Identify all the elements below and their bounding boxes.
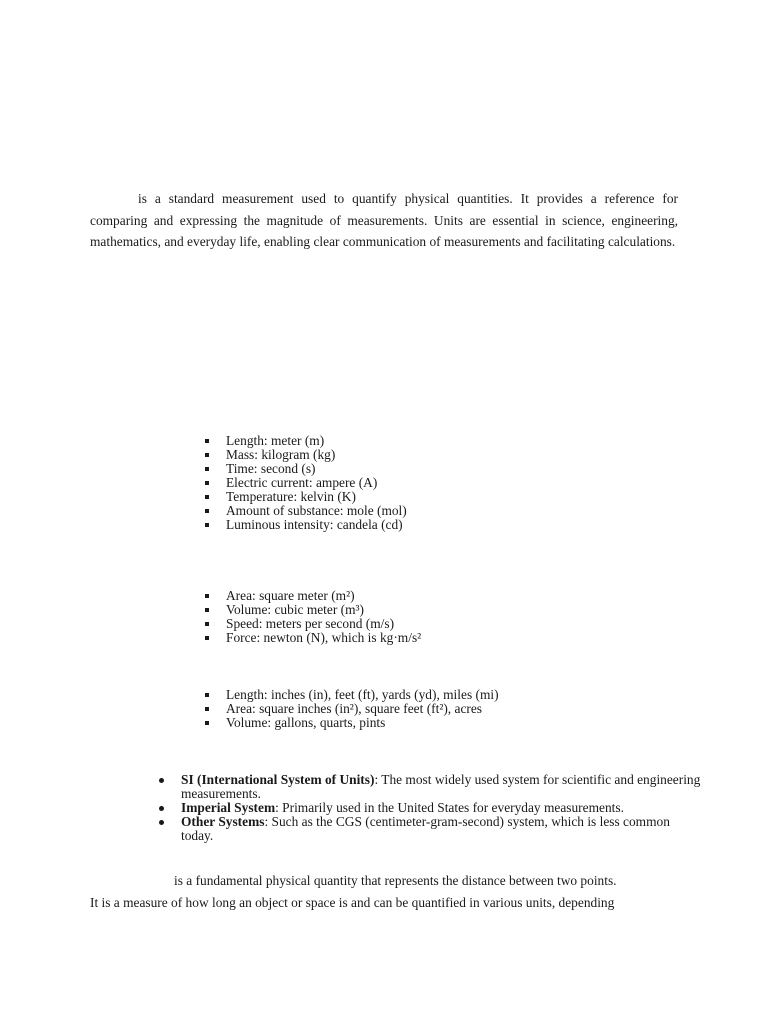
description: : The most widely used system for scientific and engineering measurements. (181, 772, 701, 801)
list-item: Temperature: kelvin (K) (226, 490, 407, 504)
derived-units-list (226, 589, 421, 645)
list-item: Volume: gallons, quarts, pints (226, 716, 499, 730)
list-item: Amount of substance: mole (mol) (226, 503, 407, 518)
list-item: Area: square inches (in²), square feet (ft²), acres (226, 702, 499, 716)
list-item: Time: second (s) (226, 462, 407, 476)
term: Imperial System (181, 800, 276, 815)
term: SI (International System of Units) (181, 772, 375, 787)
list-item-imperial (181, 801, 701, 815)
base-units-list (226, 434, 407, 532)
list-item-other (181, 815, 701, 843)
list-item: Mass: kilogram (kg) (226, 448, 407, 462)
list-item-si (181, 773, 701, 801)
list-item: Volume: cubic meter (m³) (226, 603, 421, 617)
list-item: Electric current: ampere (A) (226, 476, 407, 490)
description: : Primarily used in the United States for everyday measurements. (275, 800, 624, 815)
list-item: Force: newton (N), which is kg·m/s² (226, 630, 422, 645)
list-item: Area: square meter (m²) (226, 589, 421, 603)
list-item: Speed: meters per second (m/s) (226, 617, 421, 631)
term: Other Systems (181, 814, 265, 829)
list-item: Length: meter (m) (226, 434, 407, 448)
list-item: Length: inches (in), feet (ft), yards (yd), miles (mi) (226, 687, 499, 702)
imperial-units-list (226, 688, 499, 730)
length-definition-line-2: It is a measure of how long an object or space is and can be quantified in various units, depending (90, 895, 615, 910)
length-definition-line-1: is a fundamental physical quantity that represents the distance between two points. (174, 873, 617, 888)
list-item: Luminous intensity: candela (cd) (226, 518, 407, 532)
unit-definition-paragraph: is a standard measurement used to quantify physical quantities. It provides a reference for comparing and expressing the magnitude of measurements. Units are essential in science, engineering, mathematics, and everyday life, enabling clear communication of measurements and facilitating calculations. (90, 191, 678, 250)
description: : Such as the CGS (centimeter-gram-second) system, which is less common today. (181, 814, 670, 843)
unit-systems-list (181, 773, 701, 843)
